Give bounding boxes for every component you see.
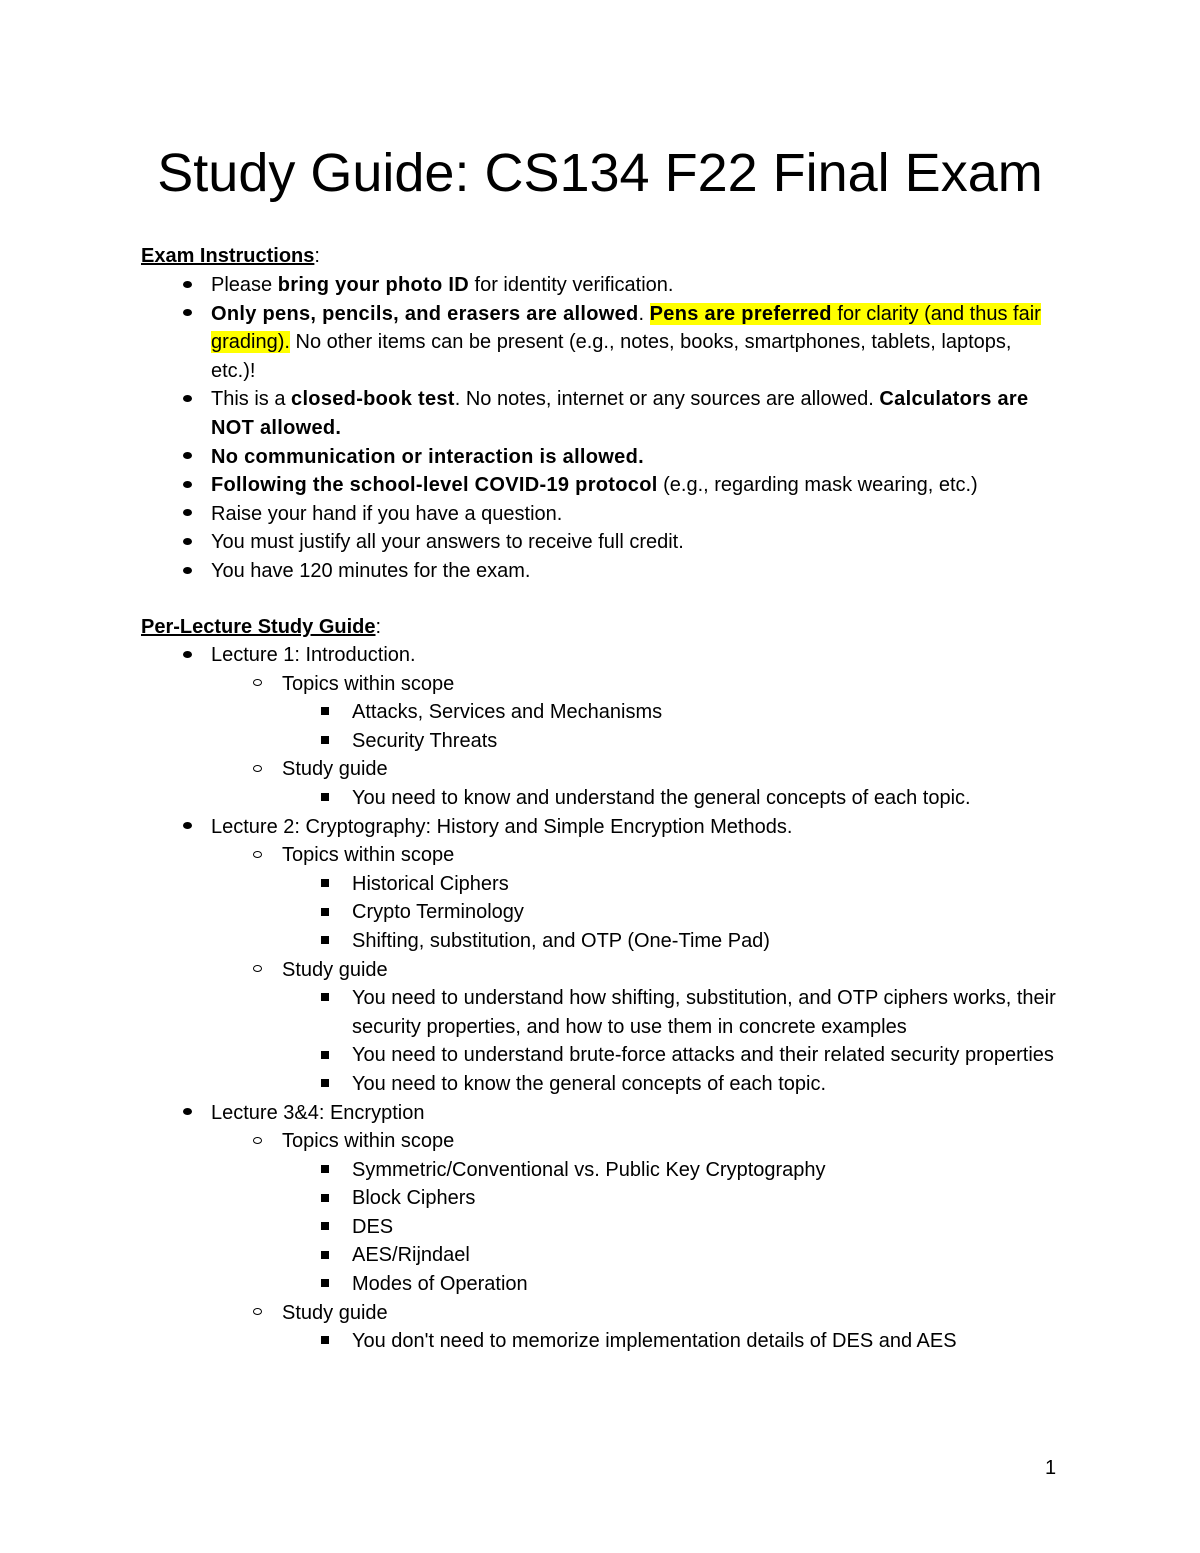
instruction-item: You must justify all your answers to receive full credit. xyxy=(141,528,1061,557)
instruction-item: No communication or interaction is allowed. xyxy=(141,443,1061,472)
square-bullet-icon xyxy=(321,793,329,801)
square-bullet-icon xyxy=(321,1051,329,1059)
topic-item: Historical Ciphers xyxy=(141,870,1061,899)
guide-item: You don't need to memorize implementation details of DES and AES xyxy=(141,1327,1061,1356)
guide-item: You need to know the general concepts of each topic. xyxy=(141,1070,1061,1099)
square-bullet-icon xyxy=(321,1079,329,1087)
hollow-bullet-icon xyxy=(253,1137,262,1144)
topic-item: DES xyxy=(141,1213,1061,1242)
bullet-icon xyxy=(183,538,192,545)
square-bullet-icon xyxy=(321,936,329,944)
topic-item: AES/Rijndael xyxy=(141,1241,1061,1270)
hollow-bullet-icon xyxy=(253,965,262,972)
lecture-item: Lecture 2: Cryptography: History and Simple Encryption Methods. xyxy=(141,813,1061,842)
square-bullet-icon xyxy=(321,1251,329,1259)
square-bullet-icon xyxy=(321,908,329,916)
bullet-icon xyxy=(183,509,192,516)
square-bullet-icon xyxy=(321,1336,329,1344)
topics-label: Topics within scope xyxy=(141,670,1061,699)
guide-item: You need to understand brute-force attacks and their related security properties xyxy=(141,1041,1061,1070)
hollow-bullet-icon xyxy=(253,851,262,858)
topics-label: Topics within scope xyxy=(141,841,1061,870)
square-bullet-icon xyxy=(321,879,329,887)
bullet-icon xyxy=(183,822,192,829)
instruction-item: Only pens, pencils, and erasers are allowed. Pens are preferred for clarity (and thus fair grading). No other items can be present (e.g., notes, books, smartphones, tablets, laptops, etc.)! xyxy=(141,300,1061,386)
highlighted-text: for clarity (and thus fair grading). xyxy=(211,302,1041,354)
bullet-icon xyxy=(183,651,192,658)
topic-item: Security Threats xyxy=(141,727,1061,756)
topic-item: Shifting, substitution, and OTP (One-Time Pad) xyxy=(141,927,1061,956)
square-bullet-icon xyxy=(321,1222,329,1230)
hollow-bullet-icon xyxy=(253,765,262,772)
square-bullet-icon xyxy=(321,707,329,715)
instruction-item: Following the school-level COVID-19 protocol (e.g., regarding mask wearing, etc.) xyxy=(141,471,1061,500)
square-bullet-icon xyxy=(321,736,329,744)
bullet-icon xyxy=(183,309,192,316)
guide-label: Study guide xyxy=(141,755,1061,784)
exam-instructions-heading: Exam Instructions: xyxy=(141,245,320,267)
lecture-item: Lecture 1: Introduction. xyxy=(141,641,1061,670)
bullet-icon xyxy=(183,452,192,459)
lecture-guide-heading: Per-Lecture Study Guide: xyxy=(141,616,382,638)
topic-item: Symmetric/Conventional vs. Public Key Cryptography xyxy=(141,1156,1061,1185)
bullet-icon xyxy=(183,1108,192,1115)
topic-item: Attacks, Services and Mechanisms xyxy=(141,698,1061,727)
square-bullet-icon xyxy=(321,1279,329,1287)
instruction-item: Please bring your photo ID for identity verification. xyxy=(141,271,1061,300)
guide-label: Study guide xyxy=(141,1299,1061,1328)
instruction-item: This is a closed-book test. No notes, internet or any sources are allowed. Calculators are NOT allowed. xyxy=(141,385,1061,442)
topics-label: Topics within scope xyxy=(141,1127,1061,1156)
guide-item: You need to understand how shifting, substitution, and OTP ciphers works, their security properties, and how to use them in concrete examples xyxy=(141,984,1061,1041)
topic-item: Crypto Terminology xyxy=(141,898,1061,927)
exam-instructions-list xyxy=(141,271,1061,586)
square-bullet-icon xyxy=(321,1194,329,1202)
hollow-bullet-icon xyxy=(253,679,262,686)
square-bullet-icon xyxy=(321,993,329,1001)
bullet-icon xyxy=(183,567,192,574)
topic-item: Block Ciphers xyxy=(141,1184,1061,1213)
topic-item: Modes of Operation xyxy=(141,1270,1061,1299)
page-number: 1 xyxy=(1045,1457,1057,1479)
lecture-guide-list xyxy=(141,641,1061,1356)
page-title: Study Guide: CS134 F22 Final Exam xyxy=(157,143,1043,203)
lecture-item: Lecture 3&4: Encryption xyxy=(141,1099,1061,1128)
guide-item: You need to know and understand the general concepts of each topic. xyxy=(141,784,1061,813)
bullet-icon xyxy=(183,481,192,488)
instruction-item: Raise your hand if you have a question. xyxy=(141,500,1061,529)
bullet-icon xyxy=(183,395,192,402)
instruction-item: You have 120 minutes for the exam. xyxy=(141,557,1061,586)
guide-label: Study guide xyxy=(141,956,1061,985)
hollow-bullet-icon xyxy=(253,1308,262,1315)
square-bullet-icon xyxy=(321,1165,329,1173)
bullet-icon xyxy=(183,281,192,288)
highlighted-text: Pens are preferred xyxy=(649,302,832,325)
